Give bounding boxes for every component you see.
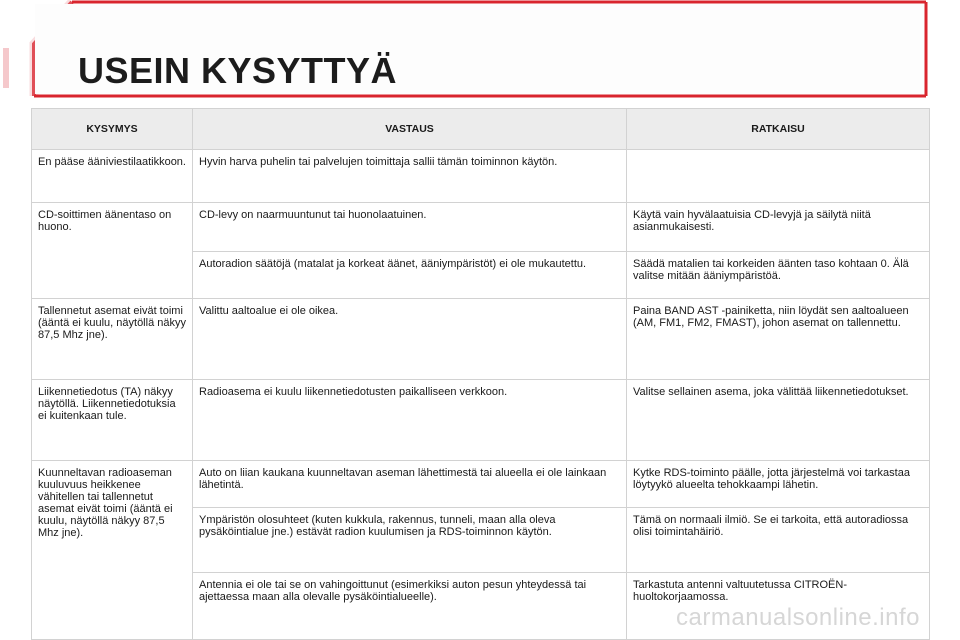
question-cell: Kuunneltavan radioaseman kuuluvuus heikkenee vähitellen tai tallennetut asemat eivät toimi (ääntä ei kuulu, näytöllä näkyy 87,5 Mhz jne). xyxy=(32,461,193,640)
solution-cell: Käytä vain hyvälaatuisia CD-levyjä ja säilytä niitä asianmukaisesti. xyxy=(627,203,930,252)
answer-cell: Antennia ei ole tai se on vahingoittunut (esimerkiksi auton pesun yhteydessä tai ajettaessa maan alla olevalle pysäköintialueelle). xyxy=(193,573,627,640)
question-cell: CD-soittimen äänentaso on huono. xyxy=(32,203,193,299)
question-cell: Tallennetut asemat eivät toimi (ääntä ei kuulu, näytöllä näkyy 87,5 Mhz jne). xyxy=(32,299,193,380)
header-question: KYSYMYS xyxy=(32,109,193,150)
table-header-row xyxy=(32,109,930,150)
solution-cell xyxy=(627,150,930,203)
solution-cell: Kytke RDS-toiminto päälle, jotta järjestelmä voi tarkastaa löytyykö alueelta tehokkaampi lähetin. xyxy=(627,461,930,508)
header-answer: VASTAUS xyxy=(193,109,627,150)
solution-cell: Tämä on normaali ilmiö. Se ei tarkoita, että autoradiossa olisi toimintahäiriö. xyxy=(627,508,930,573)
answer-cell: Valittu aaltoalue ei ole oikea. xyxy=(193,299,627,380)
question-cell: Liikennetiedotus (TA) näkyy näytöllä. Liikennetiedotuksia ei kuitenkaan tule. xyxy=(32,380,193,461)
table-row xyxy=(32,380,930,461)
watermark: carmanualsonline.info xyxy=(676,604,920,631)
page-title: USEIN KYSYTTYÄ xyxy=(78,50,398,91)
table-row xyxy=(32,150,930,203)
answer-cell: Auto on liian kaukana kuunneltavan aseman lähettimestä tai alueella ei ole lainkaan lähetintä. xyxy=(193,461,627,508)
answer-cell: Autoradion säätöjä (matalat ja korkeat äänet, ääniympäristöt) ei ole mukautettu. xyxy=(193,252,627,299)
solution-cell: Tarkastuta antenni valtuutetussa CITROËN-huoltokorjaamossa. xyxy=(627,573,930,640)
solution-cell: Paina BAND AST -painiketta, niin löydät sen aaltoalueen (AM, FM1, FM2, FMAST), johon asemat on tallennettu. xyxy=(627,299,930,380)
question-cell: En pääse ääniviestilaatikkoon. xyxy=(32,150,193,203)
solution-cell: Säädä matalien tai korkeiden äänten taso kohtaan 0. Älä valitse mitään ääniympäristöä. xyxy=(627,252,930,299)
faq-table xyxy=(31,108,930,640)
page-header xyxy=(0,0,960,110)
table-row xyxy=(32,299,930,380)
solution-cell: Valitse sellainen asema, joka välittää liikennetiedotukset. xyxy=(627,380,930,461)
table-row xyxy=(32,461,930,508)
header-solution: RATKAISU xyxy=(627,109,930,150)
answer-cell: Hyvin harva puhelin tai palvelujen toimittaja sallii tämän toiminnon käytön. xyxy=(193,150,627,203)
table-row xyxy=(32,203,930,252)
answer-cell: CD-levy on naarmuuntunut tai huonolaatuinen. xyxy=(193,203,627,252)
answer-cell: Radioasema ei kuulu liikennetiedotusten paikalliseen verkkoon. xyxy=(193,380,627,461)
answer-cell: Ympäristön olosuhteet (kuten kukkula, rakennus, tunneli, maan alla oleva pysäköintialue jne.) estävät radion kuulumisen ja RDS-toiminnon käytön. xyxy=(193,508,627,573)
